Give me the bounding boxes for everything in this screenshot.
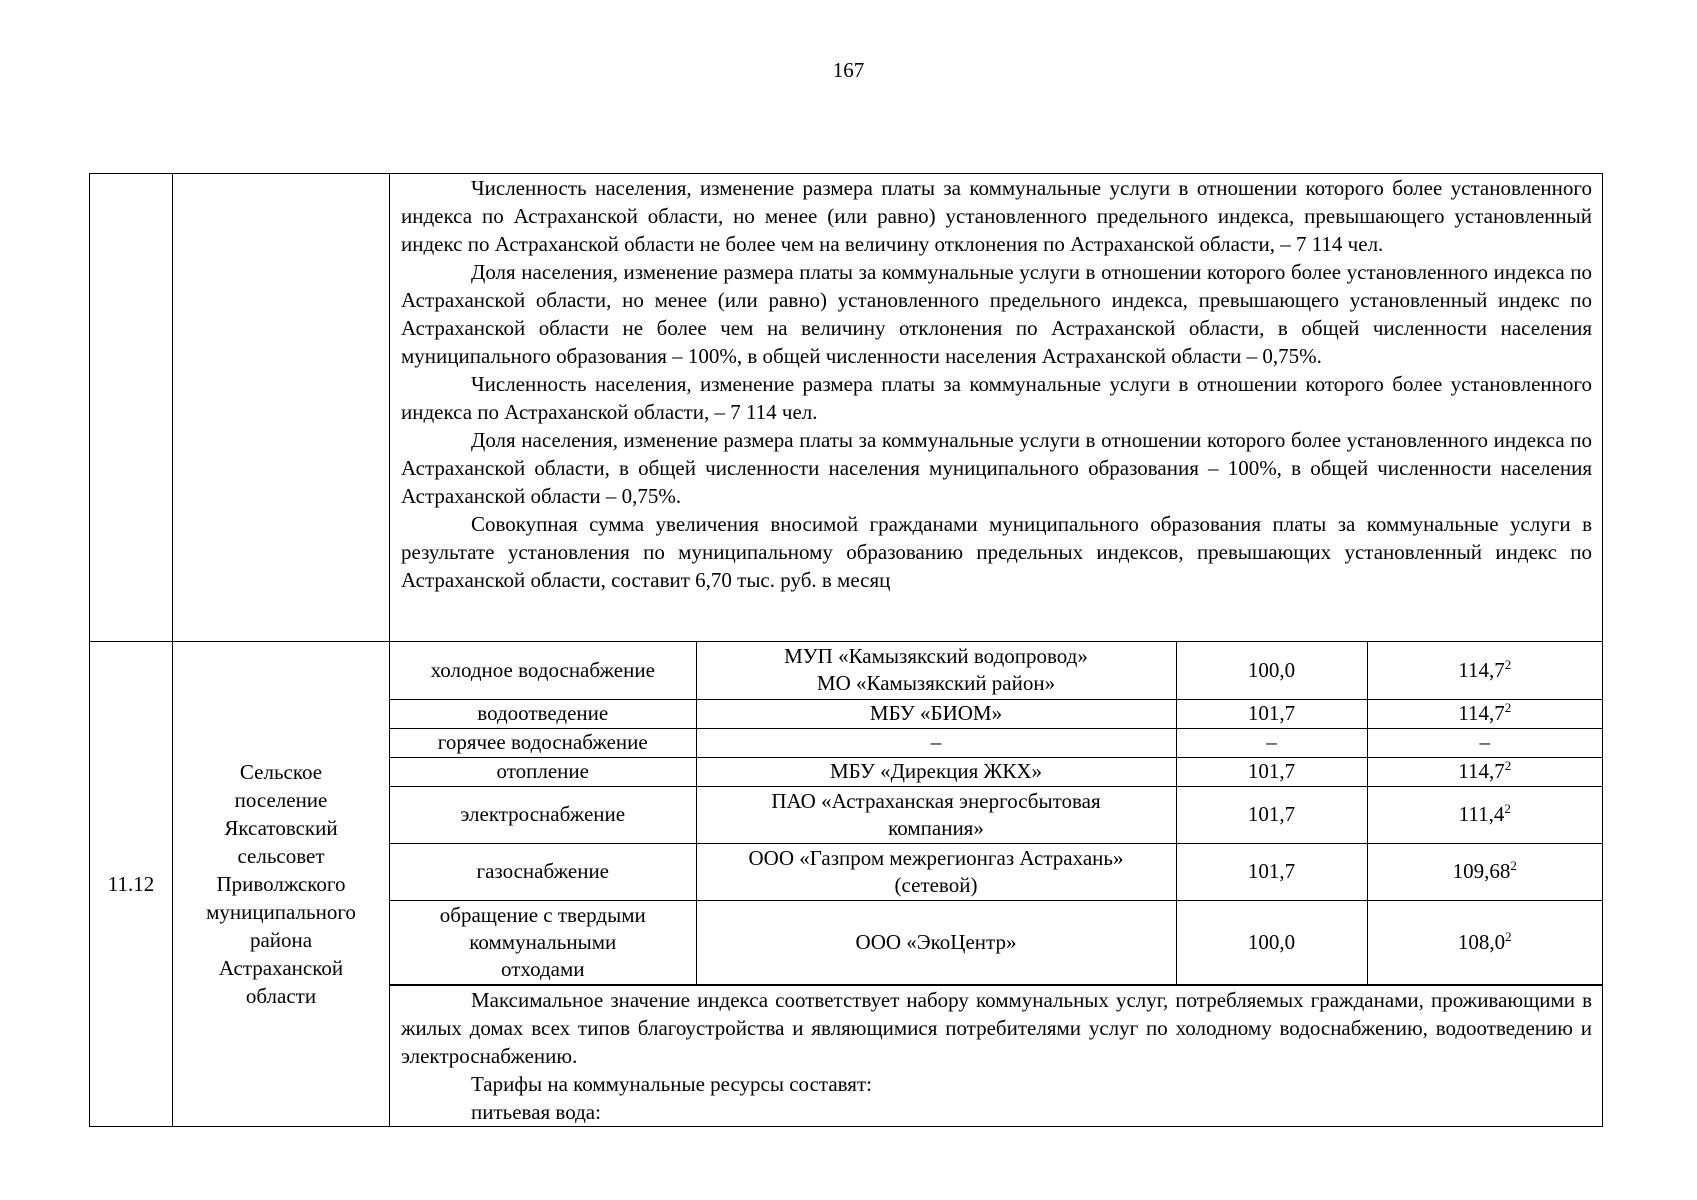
- index-value: 100,0: [1176, 642, 1367, 699]
- paragraph-population-count-above-index: Численность населения, изменение размера платы за коммунальные услуги в отношении которого более установленного индекса по Астраханской области, – 7 114 чел.: [401, 372, 1592, 424]
- row-number: 11.12: [90, 642, 173, 1127]
- provider-name-line: ООО «Газпром межрегионгаз Астрахань»: [748, 845, 1124, 870]
- municipality-name-line: района: [249, 927, 313, 952]
- provider-name: [696, 728, 1176, 757]
- provider-name-line: МБУ «БИОМ»: [869, 701, 1003, 725]
- paragraph-drinking-water: питьевая вода:: [471, 1099, 601, 1124]
- service-name-line: холодное водоснабжение: [430, 657, 655, 682]
- service-name-line: электроснабжение: [460, 802, 626, 826]
- municipality-name-empty: [173, 174, 390, 642]
- municipality-name-line: Приволжского: [216, 871, 346, 896]
- index-value: 100,0: [1176, 900, 1367, 984]
- provider-name: [696, 786, 1176, 843]
- provider-name: [696, 699, 1176, 728]
- service-name-line: водоотведение: [477, 701, 609, 725]
- page-number: 167: [832, 58, 865, 82]
- service-name-line: обращение с твердыми: [439, 902, 646, 927]
- max-index-number: 109,68: [1452, 859, 1511, 883]
- max-index-value: [1367, 843, 1602, 900]
- services-cell: [390, 642, 1603, 986]
- max-index-number: 114,7: [1458, 701, 1505, 725]
- index-value: 101,7: [1176, 757, 1367, 786]
- index-value: 101,7: [1176, 699, 1367, 728]
- max-index-value: [1367, 757, 1602, 786]
- paragraph-tariffs-heading: Тарифы на коммунальные ресурсы составят:: [471, 1071, 872, 1096]
- service-name: [390, 757, 696, 786]
- service-name: [390, 843, 696, 900]
- municipality-name-line: области: [245, 983, 317, 1008]
- provider-name-line: МБУ «Дирекция ЖКХ»: [829, 759, 1043, 783]
- provider-name: [696, 843, 1176, 900]
- service-name-line: газоснабжение: [476, 859, 610, 883]
- provider-name: [696, 757, 1176, 786]
- municipality-name-line: Яксатовский: [224, 815, 338, 840]
- max-index-value: [1367, 699, 1602, 728]
- max-index-value: [1367, 786, 1602, 843]
- max-index-number: 114,7: [1458, 759, 1505, 783]
- table-row: [390, 728, 1602, 757]
- table-row-section: [90, 642, 1603, 986]
- paragraph-population-share-above-index: Доля населения, изменение размера платы за коммунальные услуги в отношении которого более установленного индекса по Астраханской области, в общей численности населения муниципального образования – 100%, в общей численности населения Астраханской области – 0,75%.: [401, 428, 1592, 508]
- max-index-number: 111,4: [1458, 802, 1505, 826]
- service-name-line: коммунальными: [469, 929, 617, 954]
- table-row: [390, 642, 1602, 699]
- index-value: –: [1176, 728, 1367, 757]
- paragraph-max-index-note: Максимальное значение индекса соответствует набору коммунальных услуг, потребляемых гражданами, проживающими в жилых домах всех типов благоустройства и являющимися потребителями услуг по холодному водоснабжению, водоотведению и электроснабжению.: [401, 987, 1592, 1068]
- footnote-marker: 2: [1504, 656, 1512, 672]
- service-name: [390, 699, 696, 728]
- tariff-table: [89, 173, 1603, 1127]
- provider-name: [696, 642, 1176, 699]
- footnote-marker: 2: [1504, 801, 1511, 816]
- table-row: [390, 900, 1602, 984]
- section-notes-cell: [390, 985, 1603, 1126]
- table-row: [390, 699, 1602, 728]
- max-index-number: 114,7: [1458, 657, 1505, 682]
- table-row: [390, 843, 1602, 900]
- provider-name-line: МО «Камызякский район»: [816, 671, 1056, 696]
- max-index-number: –: [1479, 730, 1490, 754]
- provider-name-line: МУП «Камызякский водопровод»: [784, 644, 1088, 669]
- row-number-empty: [90, 174, 173, 642]
- municipality-name-line: муниципального: [206, 899, 356, 924]
- max-index-number: 108,0: [1457, 929, 1506, 954]
- paragraph-population-share: Доля населения, изменение размера платы за коммунальные услуги в отношении которого более установленного индекса по Астраханской области, но менее (или равно) установленного предельного индекса, превышающего установленный индекс по Астраханской области не более чем на величину отклонения по Астраханской области, в общей численности населения муниципального образования – 100%, в общей численности населения Астраханской области – 0,75%.: [401, 260, 1592, 368]
- provider-name: [696, 900, 1176, 984]
- municipality-name-line: Сельское: [239, 759, 323, 784]
- max-index-value: [1367, 900, 1602, 984]
- footnote-marker: 2: [1510, 858, 1517, 873]
- services-table: [390, 642, 1602, 985]
- provider-name-line: ПАО «Астраханская энергосбытовая: [771, 788, 1101, 813]
- table-row: [390, 786, 1602, 843]
- max-index-value: [1367, 642, 1602, 699]
- municipality-name-line: сельсовет: [237, 843, 325, 868]
- continuation-text-cell: [390, 174, 1603, 642]
- table-row: [390, 757, 1602, 786]
- municipality-name-line: поселение: [234, 787, 328, 812]
- service-name: [390, 786, 696, 843]
- max-index-value: [1367, 728, 1602, 757]
- provider-name-line: ООО «ЭкоЦентр»: [855, 929, 1017, 954]
- municipality-name: [173, 642, 390, 1127]
- provider-name-line: (сетевой): [894, 872, 978, 897]
- service-name: [390, 900, 696, 984]
- service-name-line: отопление: [496, 759, 589, 783]
- provider-name-line: –: [930, 730, 942, 754]
- index-value: 101,7: [1176, 786, 1367, 843]
- service-name-line: горячее водоснабжение: [437, 730, 648, 754]
- service-name-line: отходами: [500, 956, 585, 981]
- provider-name-line: компания»: [888, 815, 984, 840]
- footnote-marker: 2: [1504, 758, 1512, 773]
- footnote-marker: 2: [1505, 928, 1512, 944]
- table-row-continuation: [90, 174, 1603, 642]
- municipality-name-line: Астраханской: [218, 955, 344, 980]
- index-value: 101,7: [1176, 843, 1367, 900]
- paragraph-total-increase: Совокупная сумма увеличения вносимой гражданами муниципального образования платы за коммунальные услуги в результате установления по муниципальному образованию предельных индексов, превышающих установленный индекс по Астраханской области, составит 6,70 тыс. руб. в месяц: [401, 512, 1592, 592]
- service-name: [390, 728, 696, 757]
- footnote-marker: 2: [1504, 700, 1512, 715]
- paragraph-population-count: Численность населения, изменение размера платы за коммунальные услуги в отношении которого более установленного индекса по Астраханской области, но менее (или равно) установленного предельного индекса, превышающего установленный индекс по Астраханской области не более чем на величину отклонения по Астраханской области, – 7 114 чел.: [401, 176, 1592, 256]
- service-name: [390, 642, 696, 699]
